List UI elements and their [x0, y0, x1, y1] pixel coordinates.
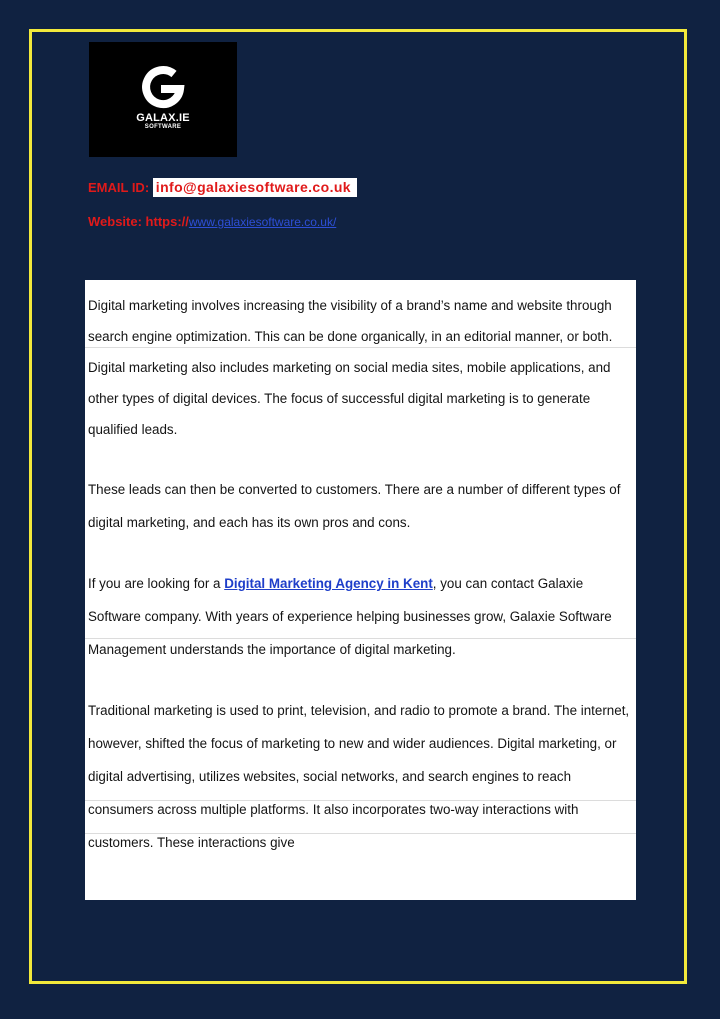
email-line — [88, 178, 357, 198]
email-value[interactable]: info@galaxiesoftware.co.uk — [153, 178, 357, 197]
website-link[interactable]: www.galaxiesoftware.co.uk/ — [188, 215, 337, 229]
text-divider-line — [85, 833, 636, 834]
text-divider-line — [85, 638, 636, 639]
article-content — [85, 280, 636, 900]
paragraph-3-end: , you can contact Galaxie Software company. With years of experience helping businesses grow, Galaxie Software Management understands the importance of digital marketing. — [88, 576, 612, 657]
logo-name-text: GALAX.IE — [136, 112, 190, 124]
website-line — [88, 214, 336, 229]
email-label: EMAIL ID: — [88, 180, 150, 195]
text-divider-line — [85, 800, 636, 801]
website-label: Website: https:// — [88, 214, 189, 229]
paragraph-4: Traditional marketing is used to print, television, and radio to promote a brand. The internet, however, shifted the focus of marketing to new and wider audiences. Digital marketing, or digital advertising, utilizes websites, social networks, and search engines to reach consumers across multiple platforms. It also incorporates two-way interactions with customers. These interactions give — [88, 703, 630, 850]
galaxie-g-logo-icon — [134, 64, 192, 112]
paragraph-2: These leads can then be converted to customers. There are a number of different types of digital marketing, and each has its own pros and cons. — [88, 482, 621, 530]
text-divider-line — [85, 347, 636, 348]
paragraph-3 — [88, 567, 632, 666]
company-logo — [89, 42, 237, 157]
digital-marketing-agency-link[interactable]: Digital Marketing Agency in Kent — [224, 576, 433, 591]
paragraph-1: Digital marketing involves increasing the visibility of a brand’s name and website through search engine optimization. This can be done organically, in an editorial manner, or both. Digital marketing also includes marketing on social media sites, mobile applications, and other types of digital devices. The focus of successful digital marketing is to generate qualified leads. — [88, 298, 613, 437]
logo-subtitle-text: SOFTWARE — [144, 124, 182, 130]
paragraph-3-start: If you are looking for a — [88, 576, 225, 591]
